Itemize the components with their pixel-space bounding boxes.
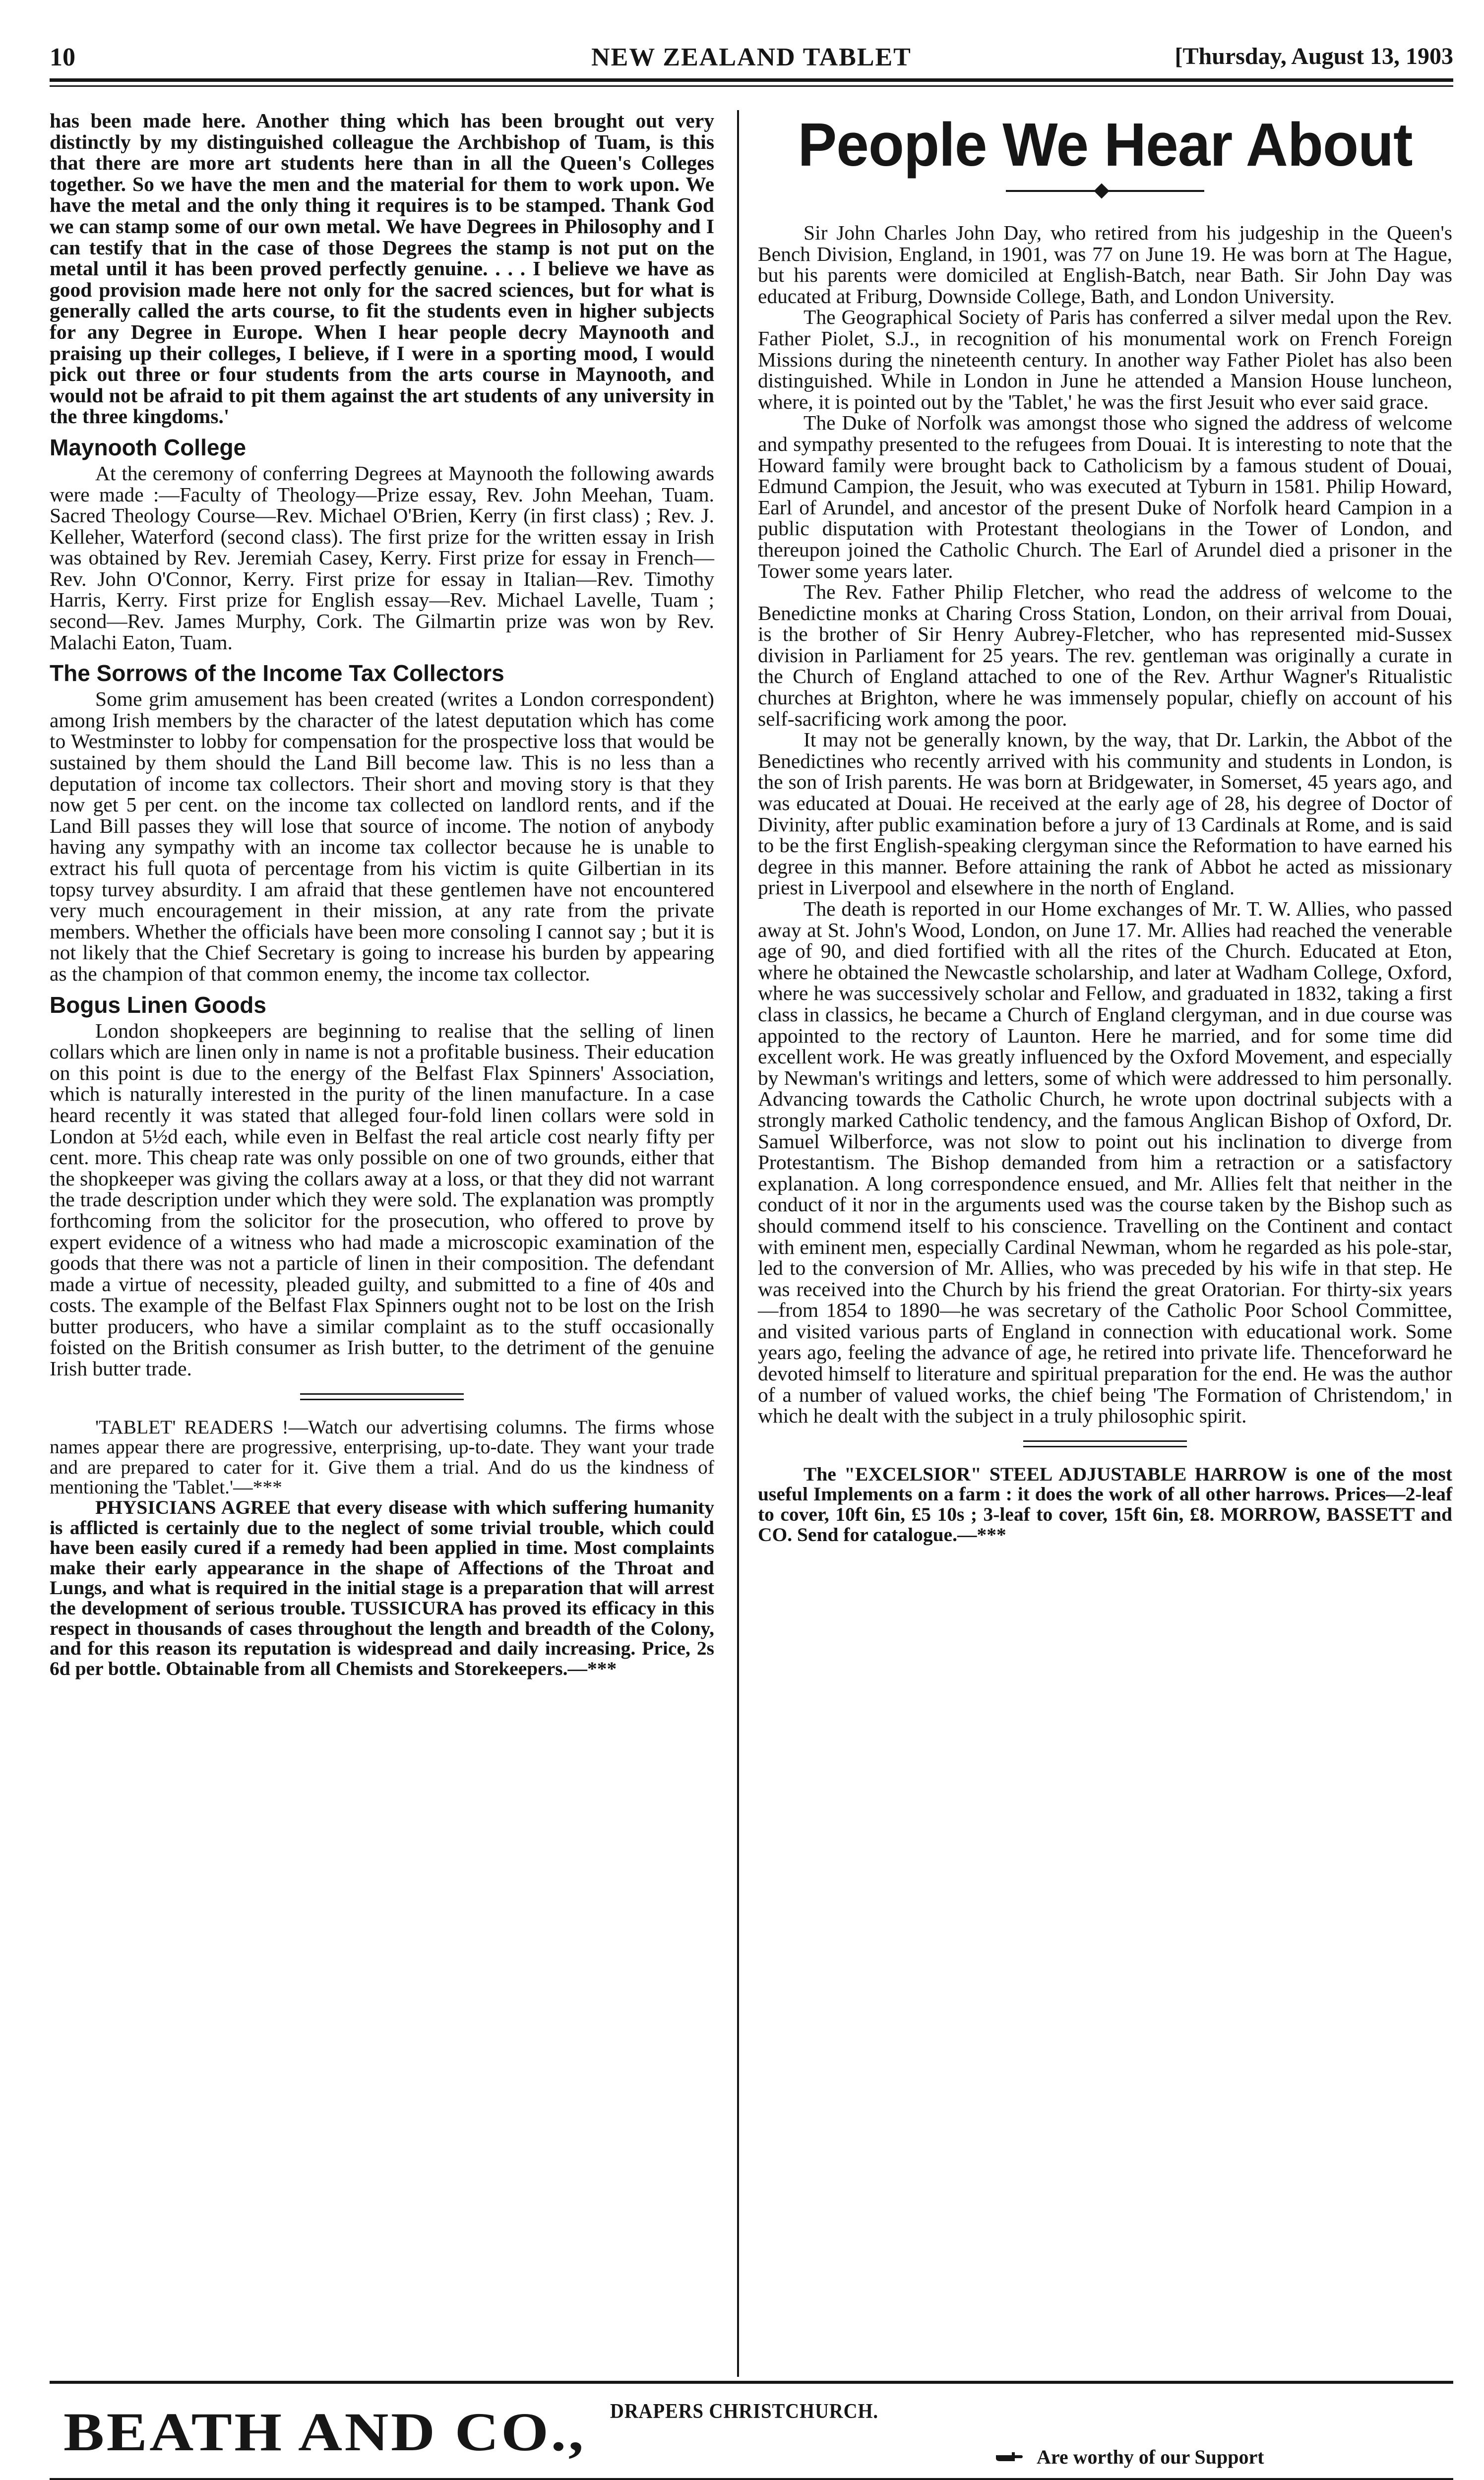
left-column [50,110,714,1678]
support-tagline: Are worthy of our Support [1037,2446,1264,2468]
diamond-icon [1094,183,1109,198]
section-divider [1023,1440,1187,1447]
article-piolet: The Geographical Society of Paris has conferred a silver medal upon the Rev. Father Piolet, S.J., in recognition of his monumental work on French Foreign Missions during the nineteenth century. In another way Father Piolet has also been distinguished. While in London in June he attended a Mansion House luncheon, where, it is pointed out by the 'Tablet,' he was the first Jesuit who ever said grace. [758,306,1452,413]
section-title: People We Hear About [798,110,1413,180]
article-norfolk: The Duke of Norfolk was amongst those who signed the address of welcome and sympathy presented to the refugees from Douai. It is interesting to note that the Howard family were brought back to Catholicism by a famous student of Douai, Edmund Campion, the Jesuit, who was executed at Tyburn in 1581. Philip Howard, Earl of Arundel, and ancestor of the present Duke of Norfolk heard Campion in a public disputation with Protestant theologians in the Tower of London, and thereupon joined the Catholic Church. The Earl of Arundel died a prisoner in the Tower some years later. [758,411,1452,582]
intro-paragraph: has been made here. Another thing which has been brought out very distinctly by my distinguished colleague the Archbishop of Tuam, is this that there are more art students here than in all the Queen's Colleges together. So we have the men and the material for them to work upon. We have the metal and the only thing it requires is to be stamped. Thank God we can stamp some of our own metal. We have Degrees in Philosophy and I can testify that in the case of those Degrees the stamp is not put on the metal until it has been proved perfectly genuine. . . . I believe we have as good provision made here not only for the sacred sciences, but for what is generally called the arts course, to fit the students even in higher subjects for any Degree in Europe. When I hear people decry Maynooth and praising up their colleges, I believe, if I were in a sporting mood, I would pick out three or four students from the arts course in Maynooth, and would not be afraid to pit them against the art students of any university in the three kingdoms.' [50,109,714,428]
readers-notice: 'TABLET' READERS !—Watch our advertising columns. The firms whose names appear there are progressive, enterprising, up-to-date. They want your trade and are prepared to cater for it. Give them a trial. And do us the kindness of mentioning the 'Tablet.'—*** [50,1416,714,1498]
sorrows-body: Some grim amusement has been created (writes a London correspondent) among Irish members by the character of the latest deputation which has come to Westminster to lobby for compensation for the prospective loss that would be sustained by them should the Land Bill become law. This is no less than a deputation of income tax collectors. Their short and moving story is that they now get 5 per cent. on the income tax collected on landlord rents, and if the Land Bill passes they will lose that source of income. The notion of anybody having any sympathy with an income tax collector because he is unable to extract his full quota of percentage from his victim is quite Gilbertian in its topsy turvey absurdity. I am afraid that these gentlemen have not encountered very much encouragement in their mission, at any rate from the private members. Whether the officials have been more consoling I cannot say ; but it is not likely that the Chief Secretary is going to increase his burden by appearing as the champion of that common enemy, the income tax collector. [50,687,714,985]
newspaper-title: NEW ZEALAND TABLET [591,43,912,71]
harrow-notice: The "EXCELSIOR" STEEL ADJUSTABLE HARROW is one of the most useful Implements on a farm : it does the work of all other harrows. Prices—2-leaf to cover, 10ft 6in, £5 10s ; 3-leaf to cover, 15ft 6in, £8. MORROW, BASSETT and CO. Send for catalogue.—*** [758,1463,1452,1546]
column-divider [737,110,739,2377]
page-header [50,43,1453,73]
footer-rule [50,2381,1453,2384]
advertiser-trade: DRAPERS CHRISTCHURCH. [610,2400,879,2423]
title-ornament [1006,186,1204,195]
article-fletcher: The Rev. Father Philip Fletcher, who read the address of welcome to the Benedictine monks at Charing Cross Station, London, on their arrival from Douai, is the brother of Sir Henry Aubrey-Fletcher, who has represented mid-Sussex division in Parliament for 25 years. The rev. gentleman was originally a curate in the Church of England attached to one of the Rev. Arthur Wagner's Ritualistic churches at Brighton, where he was immensely popular, chiefly on account of his self-sacrificing work among the poor. [758,580,1452,730]
maynooth-body: At the ceremony of conferring Degrees at Maynooth the following awards were made :—Faculty of Theology—Prize essay, Rev. John Meehan, Tuam. Sacred Theology Course—Rev. Michael O'Brien, Kerry (in first class) ; Rev. J. Kelleher, Waterford (second class). The first prize for the written essay in Irish was obtained by Rev. Jeremiah Casey, Kerry. First prize for essay in French—Rev. John O'Connor, Kerry. First prize for essay in Italian—Rev. Timothy Harris, Kerry. First prize for English essay—Rev. Michael Lavelle, Tuam ; second—Rev. James Murphy, Cork. The Gilmartin prize was won by Rev. Malachi Eaton, Tuam. [50,461,714,654]
linen-heading: Bogus Linen Goods [50,992,266,1018]
section-divider [300,1393,464,1400]
sorrows-heading: The Sorrows of the Income Tax Collectors [50,660,504,686]
header-rule-thin [50,85,1453,87]
page-number: 10 [50,43,75,71]
pointing-hand-icon [995,2450,1025,2463]
article-allies: The death is reported in our Home exchanges of Mr. T. W. Allies, who passed away at St. John's Wood, London, on June 17. Mr. Allies had reached the venerable age of 90, and died fortified with all the rites of the Church. Educated at Eton, where he obtained the Newcastle scholarship, and later at Wadham College, Oxford, where he was successively scholar and Fellow, and graduated in 1832, taking a first class in classics, he became a Church of England clergyman, and in due course was appointed to the rectory of Launton. Here he married, and for some time did excellent work. He was greatly influenced by the Oxford Movement, and especially by Newman's writings and letters, some of which were addressed to him personally. Advancing towards the Catholic Church, he wrote upon doctrinal subjects with a strongly marked Catholic tendency, and the famous Anglican Bishop of Oxford, Dr. Samuel Wilberforce, was not slow to point out his inclination to diverge from Protestantism. The Bishop demanded from him a retraction or a satisfactory explanation. A long correspondence ensued, and Mr. Allies felt that neither in the conduct of it nor in the arguments used was the course taken by the Bishop such as should commend itself to his conscience. Travelling on the Continent and contact with eminent men, especially Cardinal Newman, whom he regarded as his pole-star, led to the conversion of Mr. Allies, who was preceded by his wife in that step. He was received into the Church by his friend the great Oratorian. For thirty-six years—from 1854 to 1890—he was secretary of the Catholic Poor School Committee, and visited various parts of England in connection with educational work. Some years ago, feeling the advance of age, he retired into private life. Thenceforward he devoted himself to literature and spiritual preparation for the end. He was the author of a number of valued works, the chief being 'The Formation of Christendom,' in which he dealt with the subject in a truly philosophic spirit. [758,897,1452,1427]
advertiser-brand: BEATH AND CO., [63,2402,586,2462]
footer-advertisement [50,2396,1453,2475]
maynooth-heading: Maynooth College [50,434,247,460]
linen-body: London shopkeepers are beginning to realise that the selling of linen collars which are linen only in name is not a profitable business. Their education on this point is due to the energy of the Belfast Flax Spinners' Association, which is naturally interested in the purity of the linen manufacture. In a case heard recently it was stated that alleged four-fold linen collars were sold in London at 5½d each, while even in Belfast the real article cost nearly fifty per cent. more. This cheap rate was only possible on one of two grounds, either that the shopkeeper was giving the collars away at a loss, or that they did not warrant the trade description under which they were sold. The explanation was promptly forthcoming from the solicitor for the prosecution, who offered to prove by expert evidence of a witness who had made a microscopic examination of the goods that there was not a particle of linen in their composition. The defendant made a virtue of necessity, pleaded guilty, and submitted to a fine of 40s and costs. The example of the Belfast Flax Spinners ought not to be lost on the Irish butter producers, who have a similar complaint as to the stuff occasionally foisted on the British consumer as Irish butter, to the detriment of the genuine Irish butter trade. [50,1019,714,1380]
right-column [758,110,1452,1545]
issue-date: [Thursday, August 13, 1903 [1175,43,1453,69]
physicians-notice: PHYSICIANS AGREE that every disease with which suffering humanity is afflicted is certainly due to the neglect of some trivial trouble, which could have been easily cured if a remedy had been applied in time. Most complaints make their early appearance in the shape of Affections of the Throat and Lungs, and what is required in the initial stage is a preparation that will arrest the development of serious trouble. TUSSICURA has proved its efficacy in this respect in thousands of cases throughout the length and breadth of the Colony, and for this reason its reputation is widespread and daily increasing. Price, 2s 6d per bottle. Obtainable from all Chemists and Storekeepers.—*** [50,1496,714,1679]
article-day: Sir John Charles John Day, who retired from his judgeship in the Queen's Bench Division, England, in 1901, was 77 on June 19. He was born at The Hague, but his parents were domiciled at English-Batch, near Bath. Sir John Day was educated at Friburg, Downside College, Bath, and London University. [758,221,1452,308]
footer-rule-bottom [50,2478,1453,2480]
header-rule [50,78,1453,82]
article-larkin: It may not be generally known, by the way, that Dr. Larkin, the Abbot of the Benedictines who recently arrived with his community and students in London, is the son of Irish parents. He was born at Bridgewater, in Somerset, 45 years ago, and was educated at Douai. He received at the early age of 28, his degree of Doctor of Divinity, after public examination before a jury of 13 Cardinals at Rome, and is said to be the first English-speaking clergyman since the Reformation to have earned his degree in this manner. Before attaining the rank of Abbot he acted as missionary priest in Liverpool and elsewhere in the north of England. [758,728,1452,899]
